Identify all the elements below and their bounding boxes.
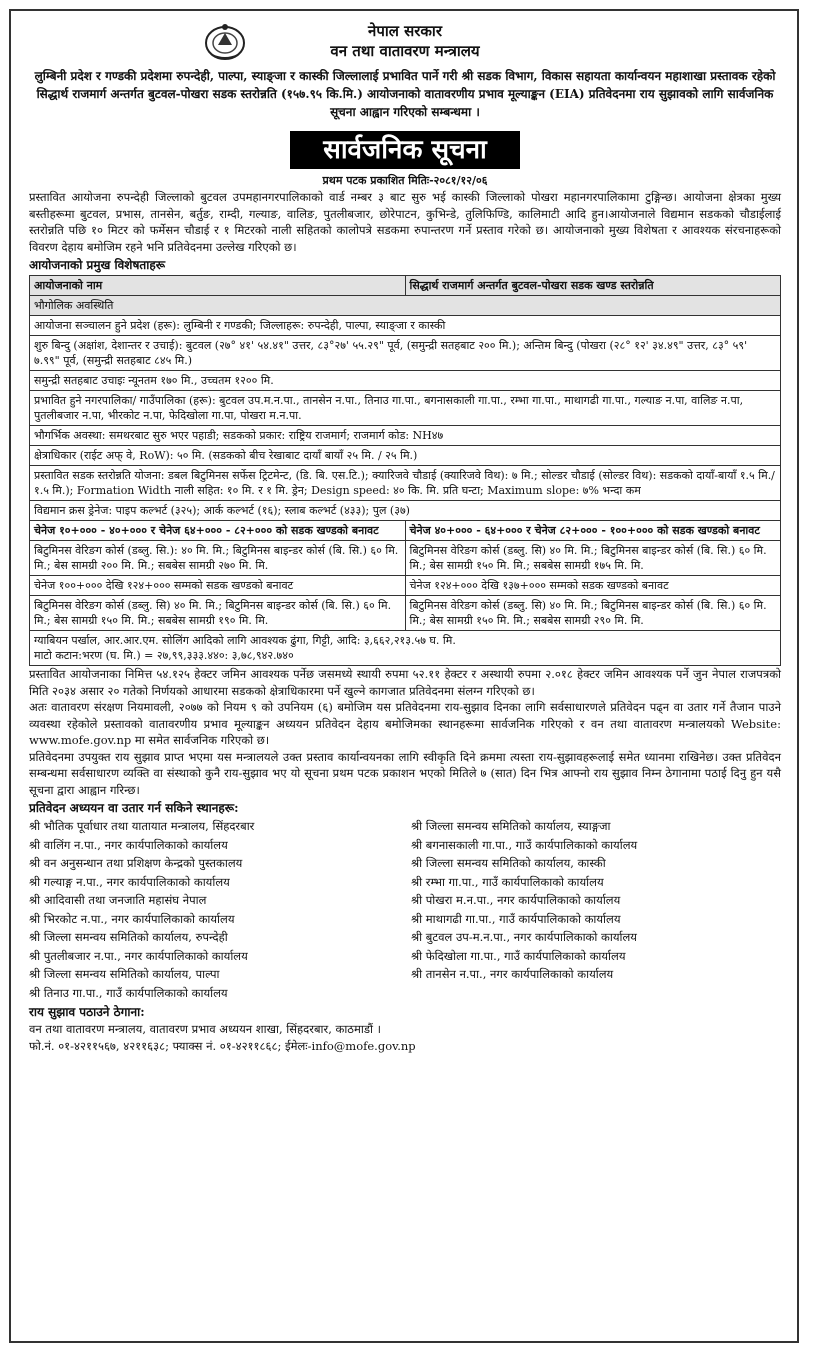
table-row — [30, 466, 781, 501]
list-item: श्री रम्भा गा.पा., गाउँ कार्यपालिकाको कार्यालय — [411, 874, 604, 889]
list-item: श्री फेदिखोला गा.पा., गाउँ कार्यपालिकाको कार्यालय — [411, 948, 626, 963]
features-table — [29, 275, 781, 666]
table-row — [30, 501, 781, 521]
notice-subject: लुम्बिनी प्रदेश र गण्डकी प्रदेशमा रुपन्देही, पाल्पा, स्याङ्जा र कास्की जिल्लालाई प्रभावित पार्ने गरी श्री सडक विभाग, विकास सहायता कार्यान्वयन महाशाखा प्रस्तावक रहेको सिद्धार्थ राजमार्ग अन्तर्गत बुटवल-पोखरा सडक स्तरोन्नति (१५७.९५ कि.मि.) आयोजनाको वातावरणीय प्रभाव मूल्याङ्कन (EIA) प्रतिवेदनमा राय सुझावको लागि सार्वजनिक सूचना आह्वान गरिएको सम्बन्धमा । — [34, 69, 776, 119]
land-paragraph: प्रस्तावित आयोजनाका निमित्त ५४.१२५ हेक्टर जमिन आवश्यक पर्नेछ जसमध्ये स्थायी रुपमा ५२.११ हेक्टर र अस्थायी रुपमा २.०१८ हेक्टर जमिन आवश्यक पर्ने जुन नेपाल राजपत्रको मिति २०३४ असार २० गतेको निर्णयको आधारमा सडकको क्षेत्राधिकारमा पर्ने खुल्ने कागजात प्रतिवेदनमा संलग्न गरिएको छ। — [29, 667, 781, 698]
table-cell: शुरु बिन्दु (अक्षांश, देशान्तर र उचाई): बुटवल (२७° ४१' ५४.४१" उत्तर, ८३°२७' ५५.२९" पूर्व, (समुन्द्री सतहबाट २०० मि.); अन्तिम बिन्दु (पोखरा (२८° १२' ३४.४९" उत्तर, ८३° ५९' ७.९९" पूर्व, (समुन्द्री सतहबाट ८४५ मि.) — [30, 336, 781, 371]
list-item: श्री आदिवासी तथा जनजाति महासंघ नेपाल — [29, 893, 207, 907]
suggestion-paragraph: प्रतिवेदनमा उपयुक्त राय सुझाव प्राप्त भएमा यस मन्त्रालयले उक्त प्रस्ताव कार्यान्वयनका लागि स्वीकृति दिने क्रममा त्यस्ता राय-सुझावहरूलाई समेत ध्यानमा राखिनेछ। उक्त प्रतिवेदन सम्बन्धमा सर्वसाधारण व्यक्ति वा संस्थाको कुनै राय-सुझाव भए यो सूचना प्रथम पटक प्रकाशन भएको मितिले ७ (सात) दिन भित्र आफ्नो राय सुझाव निम्न ठेगानामा पठाई दिनु हुन यसै सूचना द्वारा आह्वान गरिन्छ। — [29, 749, 781, 797]
list-item: श्री वालिंग न.पा., नगर कार्यपालिकाको कार्यालय — [29, 837, 228, 852]
nepal-emblem-icon — [203, 21, 247, 61]
table-cell: बिटुमिनस वेरिङग कोर्स (डब्लु. सि.): ४० मि. मि.; बिटुमिनस बाइन्डर कोर्स (बि. सि.) ६० मि. मि.; बेस सामग्री २०० मि. मि.; सबबेस सामग्री २७० मि. मि. — [30, 541, 406, 576]
table-row — [30, 296, 781, 316]
table-row — [30, 446, 781, 466]
list-item: श्री जिल्ला समन्वय समितिको कार्यालय, कास्की — [411, 856, 606, 870]
places-right-column — [411, 817, 781, 1002]
table-cell: समुन्द्री सतहबाट उचाइः न्यूनतम १७० मि., उच्चतम १२०० मि. — [30, 371, 781, 391]
intro-paragraph: प्रस्तावित आयोजना रुपन्देही जिल्लाको बुटवल उपमहानगरपालिकाको वार्ड नम्बर ३ बाट सुरु भई कास्की जिल्लाको पोखरा महानगरपालिकामा टुङ्गिन्छ। आयोजना क्षेत्रका मुख्य बस्तीहरूमा बुटवल, प्रभास, तानसेन, बर्तुङ, राम्दी, गल्याङ, वालिङ, पुतलीबजार, छोरेपाटन, कुभिन्डे, तुलिफिण्डि, कालिमाटी आदि हुन।आयोजनाले विद्यमान सडकको चौडाईलाई स्तरोन्नति पछि १० मिटर को फर्मेसन चौडाई र १ मिटरको नाली सहितको कालोपत्रे सडकमा रुपान्तरण गर्ने प्रस्ताव गरेको छ। आयोजनाको मुख्य विशेषता र आवश्यक संरचनाहरूको विवरण देहाय बमोजिम रहने भनि प्रतिवेदनमा उल्लेख गरिएको छ। — [29, 190, 781, 254]
list-item: श्री माथागढी गा.पा., गाउँ कार्यपालिकाको कार्यालय — [411, 911, 621, 926]
header — [29, 21, 781, 65]
list-item: श्री तानसेन न.पा., नगर कार्यपालिकाको कार्यालय — [411, 967, 614, 981]
government-name: नेपाल सरकार — [368, 22, 442, 40]
list-item: श्री बुटवल उप-म.न.पा., नगर कार्यपालिकाको कार्यालय — [411, 930, 637, 944]
notice-page — [9, 9, 799, 1343]
table-row — [30, 276, 781, 296]
table-cell: प्रस्तावित सडक स्तरोन्नति योजना: डबल बिटुमिनस सर्फेस ट्रिटमेन्ट, (डि. बि. एस.टि.); क्यारिजवे चौडाई (क्यारिजवे विथ): ७ मि.; सोल्डर चौडाई (सोल्डर विथ): सडकको दायाँ-बायाँ १.५ मि./१.५ मि.); Formation Width नाली सहित: १० मि. र १ मि. ड्रेन; Design speed: ४० कि. मि. प्रति घन्टा; Maximum slope: ७% भन्दा कम — [30, 466, 781, 501]
project-name-label: आयोजनाको नाम — [30, 276, 406, 296]
table-row — [30, 521, 781, 541]
table-cell: चेनेज १००+००० देखि १२४+००० सम्मको सडक खण्डको बनावट — [30, 576, 406, 596]
table-cell: प्रभावित हुने नगरपालिका/ गाउँपालिका (हरू): बुटवल उप.म.न.पा., तानसेन न.पा., तिनाउ गा.पा., बगनासकाली गा.पा., रम्भा गा.पा., माथागढी गा.पा., गल्याङ न.पा, वालिङ न.पा, पुतलीबजार न.पा, भीरकोट न.पा, फेदिखोला गा.पा, पोखरा म.न.पा. — [30, 391, 781, 426]
list-item: श्री जिल्ला समन्वय समितिको कार्यालय, पाल्पा — [29, 967, 220, 981]
table-row — [30, 576, 781, 596]
features-heading: आयोजनाको प्रमुख विशेषताहरू — [29, 258, 166, 272]
earthwork-line: माटो कटान:भरण (घ. मि.) = २७,९९,३३३.४४०: ३,७८,९४२.७४० — [34, 649, 294, 662]
table-cell: भौगर्भिक अवस्था: समथरबाट सुरु भएर पहाडी; सडकको प्रकार: राष्ट्रिय राजमार्ग; राजमार्ग कोड: NH४७ — [30, 426, 781, 446]
list-item: श्री जिल्ला समन्वय समितिको कार्यालय, रुपन्देही — [29, 930, 228, 944]
contact-line: फो.नं. ०१-४२११५६७, ४२११६३८; फ्याक्स नं. ०१-४२११८६८; ईमेलः-info@mofe.gov.np — [29, 1039, 416, 1053]
list-item: श्री जिल्ला समन्वय समितिको कार्यालय, स्याङ्गजा — [411, 819, 611, 833]
table-row — [30, 541, 781, 576]
list-item: श्री भौतिक पूर्वाधार तथा यातायात मन्त्रालय, सिंहदरबार — [29, 819, 255, 833]
materials-line: ग्याबियन पर्खाल, आर.आर.एम. सोलिंग आदिको लागि आवश्यक ढुंगा, गिट्टी, आदि: ३,६६२,२१३.५७ घ. मि. — [34, 634, 456, 647]
regulation-paragraph: अतः वातावरण संरक्षण नियमावली, २०७७ को नियम ९ को उपनियम (६) बमोजिम यस प्रतिवेदनमा राय-सुझाव दिनका लागि सर्वसाधारणले प्रतिवेदन पढ्न वा उतार गर्ने तैजान पाउने व्यवस्था रहेकोले प्रस्तावको वातावरणीय प्रभाव मूल्याङ्कन अध्ययन प्रतिवेदन देहाय बमोजिमका स्थानहरूमा सार्वजनिक गरिएको र वन तथा वातावरण मन्त्रालयको Website: www.mofe.gov.np मा समेत सार्वजनिक गरिएको छ। — [29, 700, 781, 747]
table-cell: चेनेज १२४+००० देखि १३७+००० सम्मको सडक खण्डको बनावट — [405, 576, 781, 596]
table-cell: चेनेज १०+००० - ४०+००० र चेनेज ६४+००० - ८२+००० को सडक खण्डको बनावट — [30, 521, 406, 541]
geo-label: भौगोलिक अवस्थिति — [30, 296, 781, 316]
project-name-value: सिद्धार्थ राजमार्ग अन्तर्गत बुटवल-पोखरा सडक खण्ड स्तरोन्नति — [405, 276, 781, 296]
list-item: श्री वन अनुसन्धान तथा प्रशिक्षण केन्द्रको पुस्तकालय — [29, 856, 243, 870]
table-row — [30, 336, 781, 371]
places-left-column — [29, 817, 411, 1002]
table-cell — [30, 631, 781, 666]
table-cell: बिटुमिनस वेरिङग कोर्स (डब्लु. सि) ४० मि. मि.; बिटुमिनस बाइन्डर कोर्स (बि. सि.) ६० मि. मि.; बेस सामग्री १५० मि. मि.; सबबेस सामग्री १७५ मि. मि. — [405, 541, 781, 576]
table-cell: बिटुमिनस वेरिङग कोर्स (डब्लु. सि) ४० मि. मि.; बिटुमिनस बाइन्डर कोर्स (बि. सि.) ६० मि. मि.; बेस सामग्री १५० मि. मि.; सबबेस सामग्री २९० मि. मि. — [405, 596, 781, 631]
table-cell: बिटुमिनस वेरिङग कोर्स (डब्लु. सि) ४० मि. मि.; बिटुमिनस बाइन्डर कोर्स (बि. सि.) ६० मि. मि.; बेस सामग्री १५० मि. मि.; सबबेस सामग्री १९० मि. मि. — [30, 596, 406, 631]
notice-title: सार्वजनिक सूचना — [290, 131, 520, 169]
table-row — [30, 316, 781, 336]
places-heading: प्रतिवेदन अध्ययन वा उतार गर्न सकिने स्थानहरू: — [29, 801, 239, 815]
table-cell: आयोजना सञ्चालन हुने प्रदेश (हरू): लुम्बिनी र गण्डकी; जिल्लाहरू: रुपन्देही, पाल्पा, स्याङ्जा र कास्की — [30, 316, 781, 336]
table-row — [30, 391, 781, 426]
list-item: श्री गल्याङ्ग न.पा., नगर कार्यपालिकाको कार्यालय — [29, 874, 230, 889]
address-heading: राय सुझाव पठाउने ठेगाना: — [29, 1005, 145, 1019]
list-item: श्री पोखरा म.न.पा., नगर कार्यपालिकाको कार्यालय — [411, 893, 621, 907]
places-list — [29, 817, 781, 1002]
table-cell: क्षेत्राधिकार (राईट अफ् वे, RoW): ५० मि. (सडकको बीच रेखाबाट दायाँ बायाँ २५ मि. / २५ मि.) — [30, 446, 781, 466]
list-item: श्री पुतलीबजार न.पा., नगर कार्यपालिकाको कार्यालय — [29, 948, 248, 963]
table-cell: चेनेज ४०+००० - ६४+००० र चेनेज ८२+००० - १००+००० को सडक खण्डको बनावट — [405, 521, 781, 541]
address-line: वन तथा वातावरण मन्त्रालय, वातावरण प्रभाव अध्ययन शाखा, सिंहदरबार, काठमाडौं । — [29, 1022, 381, 1036]
list-item: श्री तिनाउ गा.पा., गाउँ कार्यपालिकाको कार्यालय — [29, 985, 228, 1000]
table-cell: विद्यमान क्रस ड्रेनेज: पाइप कल्भर्ट (३२५); आर्क कल्भर्ट (१६); स्लाब कल्भर्ट (४३३); पुल (३७) — [30, 501, 781, 521]
ministry-name: वन तथा वातावरण मन्त्रालय — [330, 42, 480, 60]
table-row — [30, 426, 781, 446]
publish-date: प्रथम पटक प्रकाशित मितिः-२०८१/१२/०६ — [322, 174, 488, 187]
list-item: श्री बगनासकाली गा.पा., गाउँ कार्यपालिकाको कार्यालय — [411, 837, 638, 852]
list-item: श्री भिरकोट न.पा., नगर कार्यपालिकाको कार्यालय — [29, 911, 235, 926]
table-row — [30, 631, 781, 666]
table-row — [30, 371, 781, 391]
table-row — [30, 596, 781, 631]
